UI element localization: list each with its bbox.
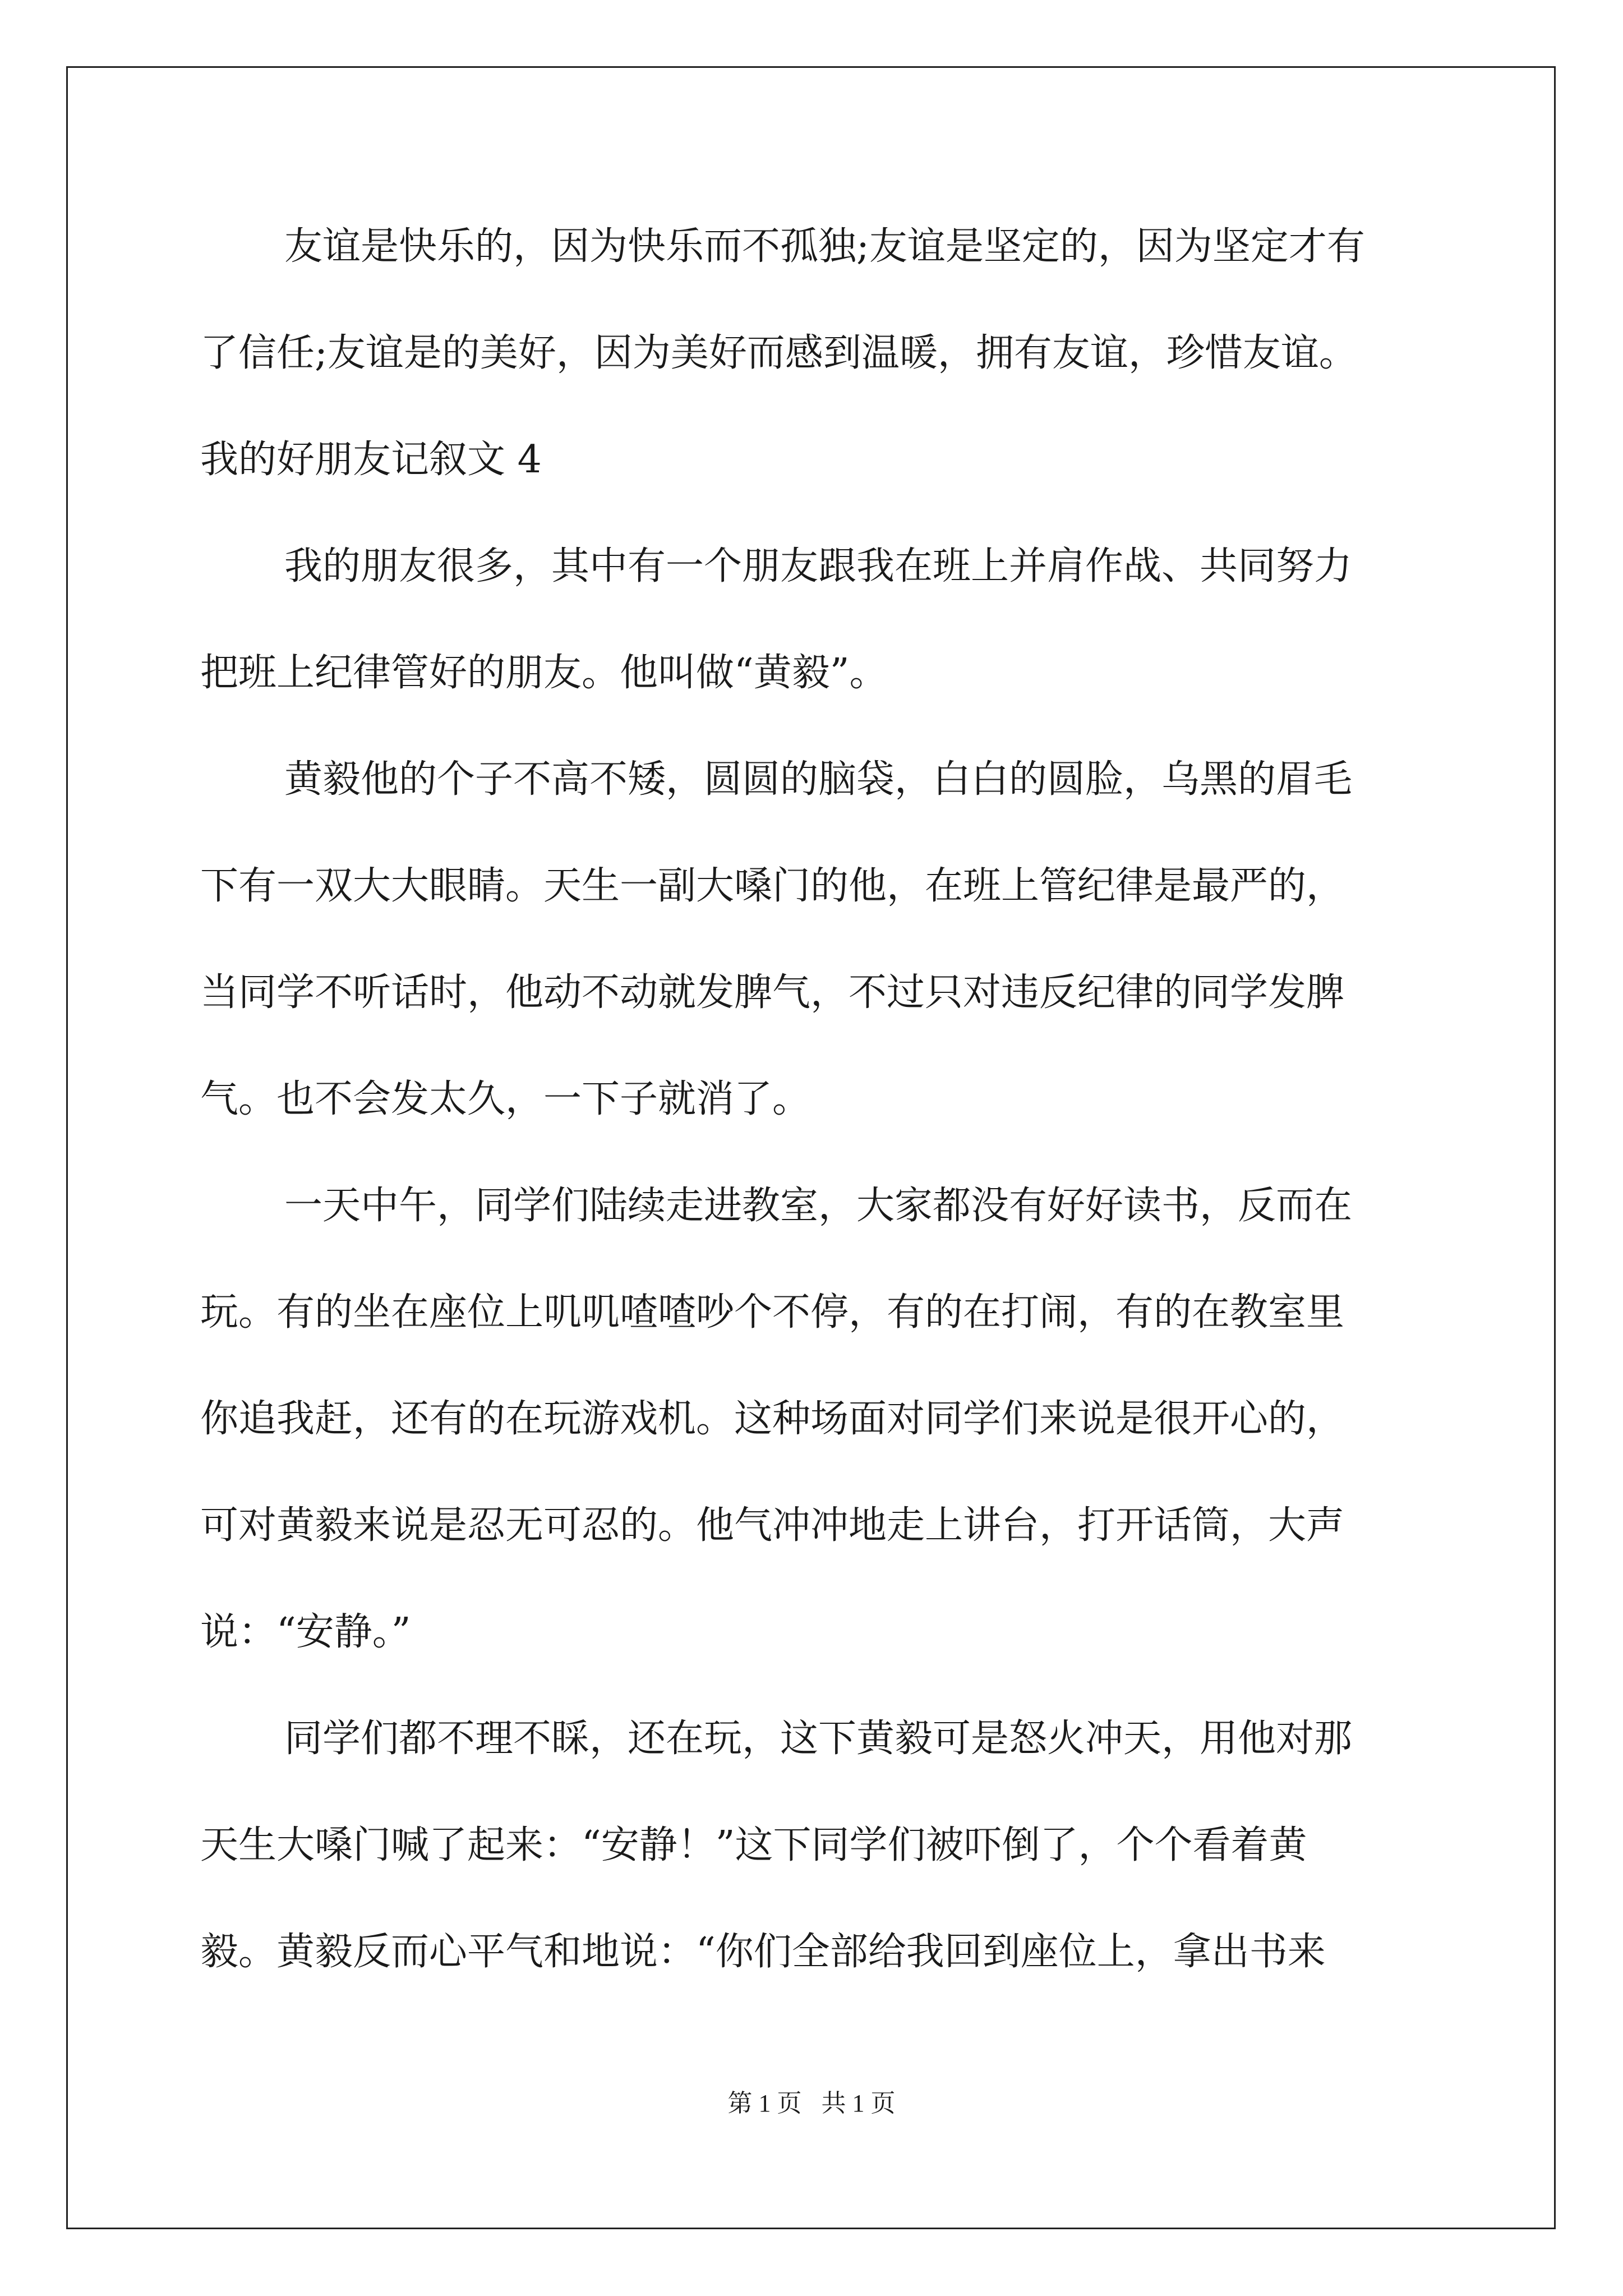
- section-heading: 我的好朋友记叙文 4: [200, 438, 542, 482]
- paragraph-line: 我的朋友很多，其中有一个朋友跟我在班上并肩作战、共同努力: [284, 544, 1353, 588]
- paragraph-line: 可对黄毅来说是忍无可忍的。他气冲冲地走上讲台，打开话筒，大声: [200, 1503, 1345, 1548]
- paragraph-line: 黄毅他的个子不高不矮，圆圆的脑袋，白白的圆脸，乌黑的眉毛: [284, 757, 1353, 802]
- paragraph-line: 气。也不会发太久，一下子就消了。: [200, 1077, 811, 1121]
- paragraph-line: 当同学不听话时，他动不动就发脾气，不过只对违反纪律的同学发脾: [200, 970, 1345, 1015]
- paragraph-line: 说：“安静。”: [200, 1610, 411, 1654]
- paragraph-line: 天生大嗓门喊了起来：“安静！”这下同学们被吓倒了，个个看着黄: [200, 1823, 1307, 1867]
- paragraph-line: 一天中午，同学们陆续走进教室，大家都没有好好读书，反而在: [284, 1184, 1353, 1228]
- paragraph-line: 毅。黄毅反而心平气和地说：“你们全部给我回到座位上，拿出书来: [200, 1930, 1326, 1974]
- paragraph-line: 把班上纪律管好的朋友。他叫做“黄毅”。: [200, 651, 888, 695]
- paragraph-line: 你追我赶，还有的在玩游戏机。这种场面对同学们来说是很开心的，: [200, 1397, 1345, 1441]
- paragraph-line: 同学们都不理不睬，还在玩，这下黄毅可是怒火冲天，用他对那: [284, 1717, 1353, 1761]
- page-border: [66, 66, 1556, 2229]
- page-footer: [0, 2087, 1623, 2120]
- page-total: 共 1 页: [821, 2090, 896, 2117]
- paragraph-line: 了信任;友谊是的美好，因为美好而感到温暖，拥有友谊，珍惜友谊。: [200, 331, 1357, 375]
- paragraph-line: 玩。有的坐在座位上叽叽喳喳吵个不停，有的在打闹，有的在教室里: [200, 1290, 1345, 1335]
- paragraph-line: 下有一双大大眼睛。天生一副大嗓门的他，在班上管纪律是最严的，: [200, 864, 1345, 908]
- page-number: 第 1 页: [727, 2090, 802, 2117]
- paragraph-line: 友谊是快乐的，因为快乐而不孤独;友谊是坚定的，因为坚定才有: [284, 224, 1365, 269]
